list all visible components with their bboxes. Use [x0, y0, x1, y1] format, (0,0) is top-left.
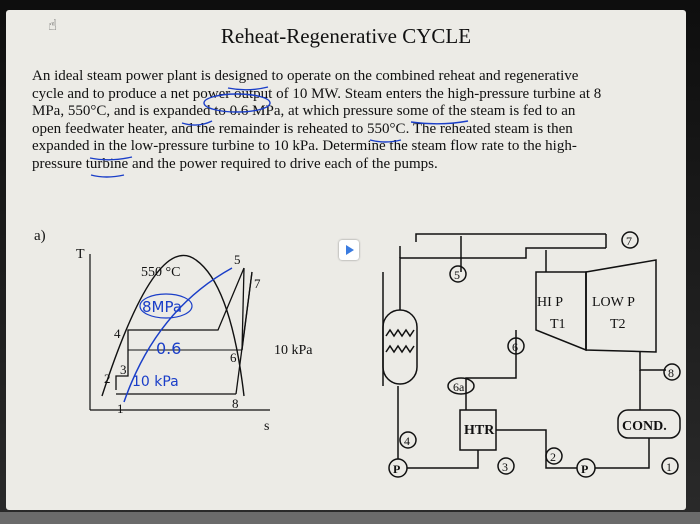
condenser-to-pump	[595, 438, 649, 468]
main-steam-line	[400, 248, 606, 310]
lp-label: LOW P	[592, 295, 635, 310]
annotation-marks	[90, 87, 468, 177]
state-label-6: 6	[512, 340, 518, 354]
state-label-6a: 6a	[453, 380, 465, 394]
lp-exhaust	[640, 352, 666, 370]
condenser-label: COND.	[622, 419, 667, 434]
part-label: a)	[34, 228, 46, 244]
hp-turbine	[536, 272, 586, 350]
hp-label: HI P	[537, 295, 564, 310]
state-label-5: 5	[454, 268, 460, 282]
diagram-canvas	[6, 10, 686, 510]
pressure-label: 10 kPa	[274, 343, 313, 358]
heating-line	[116, 268, 244, 390]
ts-diagram	[76, 247, 313, 434]
state-label-8: 8	[668, 366, 674, 380]
plant-schematic	[383, 232, 680, 477]
state-label-7: 7	[626, 234, 632, 248]
heater-to-pump	[407, 450, 478, 468]
problem-statement: An ideal steam power plant is designed to operate on the combined reheat and regenerative cycle and to produce a net power output of 10 MW. Steam enters the high-pressure turbine at 8 MPa, 550°C, and is expanded to 0.6 MPa, at which pressure some of the steam is fed to an open feedwater heater, and the remainder is reheated to 550°C. The reheated steam is then expanded in the low-pressure turbine to 10 kPa. Determine the steam flow rate to the high-pressure turbine and the power required to drive each of the pumps.	[32, 68, 602, 172]
reheat-return-line	[416, 234, 606, 242]
pump-1-label: P	[393, 462, 401, 476]
state-label-4: 4	[404, 434, 410, 448]
t2-label: T2	[610, 317, 626, 332]
state-label-1: 1	[666, 460, 672, 474]
pump-2-label: P	[581, 462, 589, 476]
ts-state-6: 6	[230, 350, 237, 365]
heater-label: HTR	[464, 423, 495, 438]
s-axis-label: s	[264, 419, 270, 434]
pump-to-heater	[496, 430, 577, 468]
ts-state-4: 4	[114, 326, 121, 341]
handwritten-0-6: 0.6	[156, 339, 182, 358]
ts-state-1: 1	[117, 401, 124, 416]
state-label-2: 2	[550, 450, 556, 464]
screen-bottom-edge	[0, 512, 700, 524]
slide-title: Reheat-Regenerative CYCLE	[220, 24, 472, 48]
slide-screen	[6, 10, 686, 510]
ts-state-8: 8	[232, 396, 239, 411]
state-label-3: 3	[502, 460, 508, 474]
t-axis-label: T	[76, 247, 85, 262]
ts-state-3: 3	[120, 362, 127, 377]
handwritten-8mpa: 8MPa	[142, 298, 183, 316]
t1-label: T1	[550, 317, 566, 332]
temp-label: 550 °C	[141, 265, 181, 280]
ts-state-7: 7	[254, 276, 261, 291]
handwritten-10kpa: 10 kPa	[132, 374, 179, 390]
ts-state-5: 5	[234, 252, 241, 267]
schematic-labels	[393, 234, 674, 476]
boiler-coil-2	[386, 346, 414, 352]
ts-state-2: 2	[104, 371, 111, 386]
boiler	[383, 310, 417, 384]
hand-pointer-icon[interactable]: ☝	[48, 16, 58, 34]
boiler-coil-1	[386, 330, 414, 336]
